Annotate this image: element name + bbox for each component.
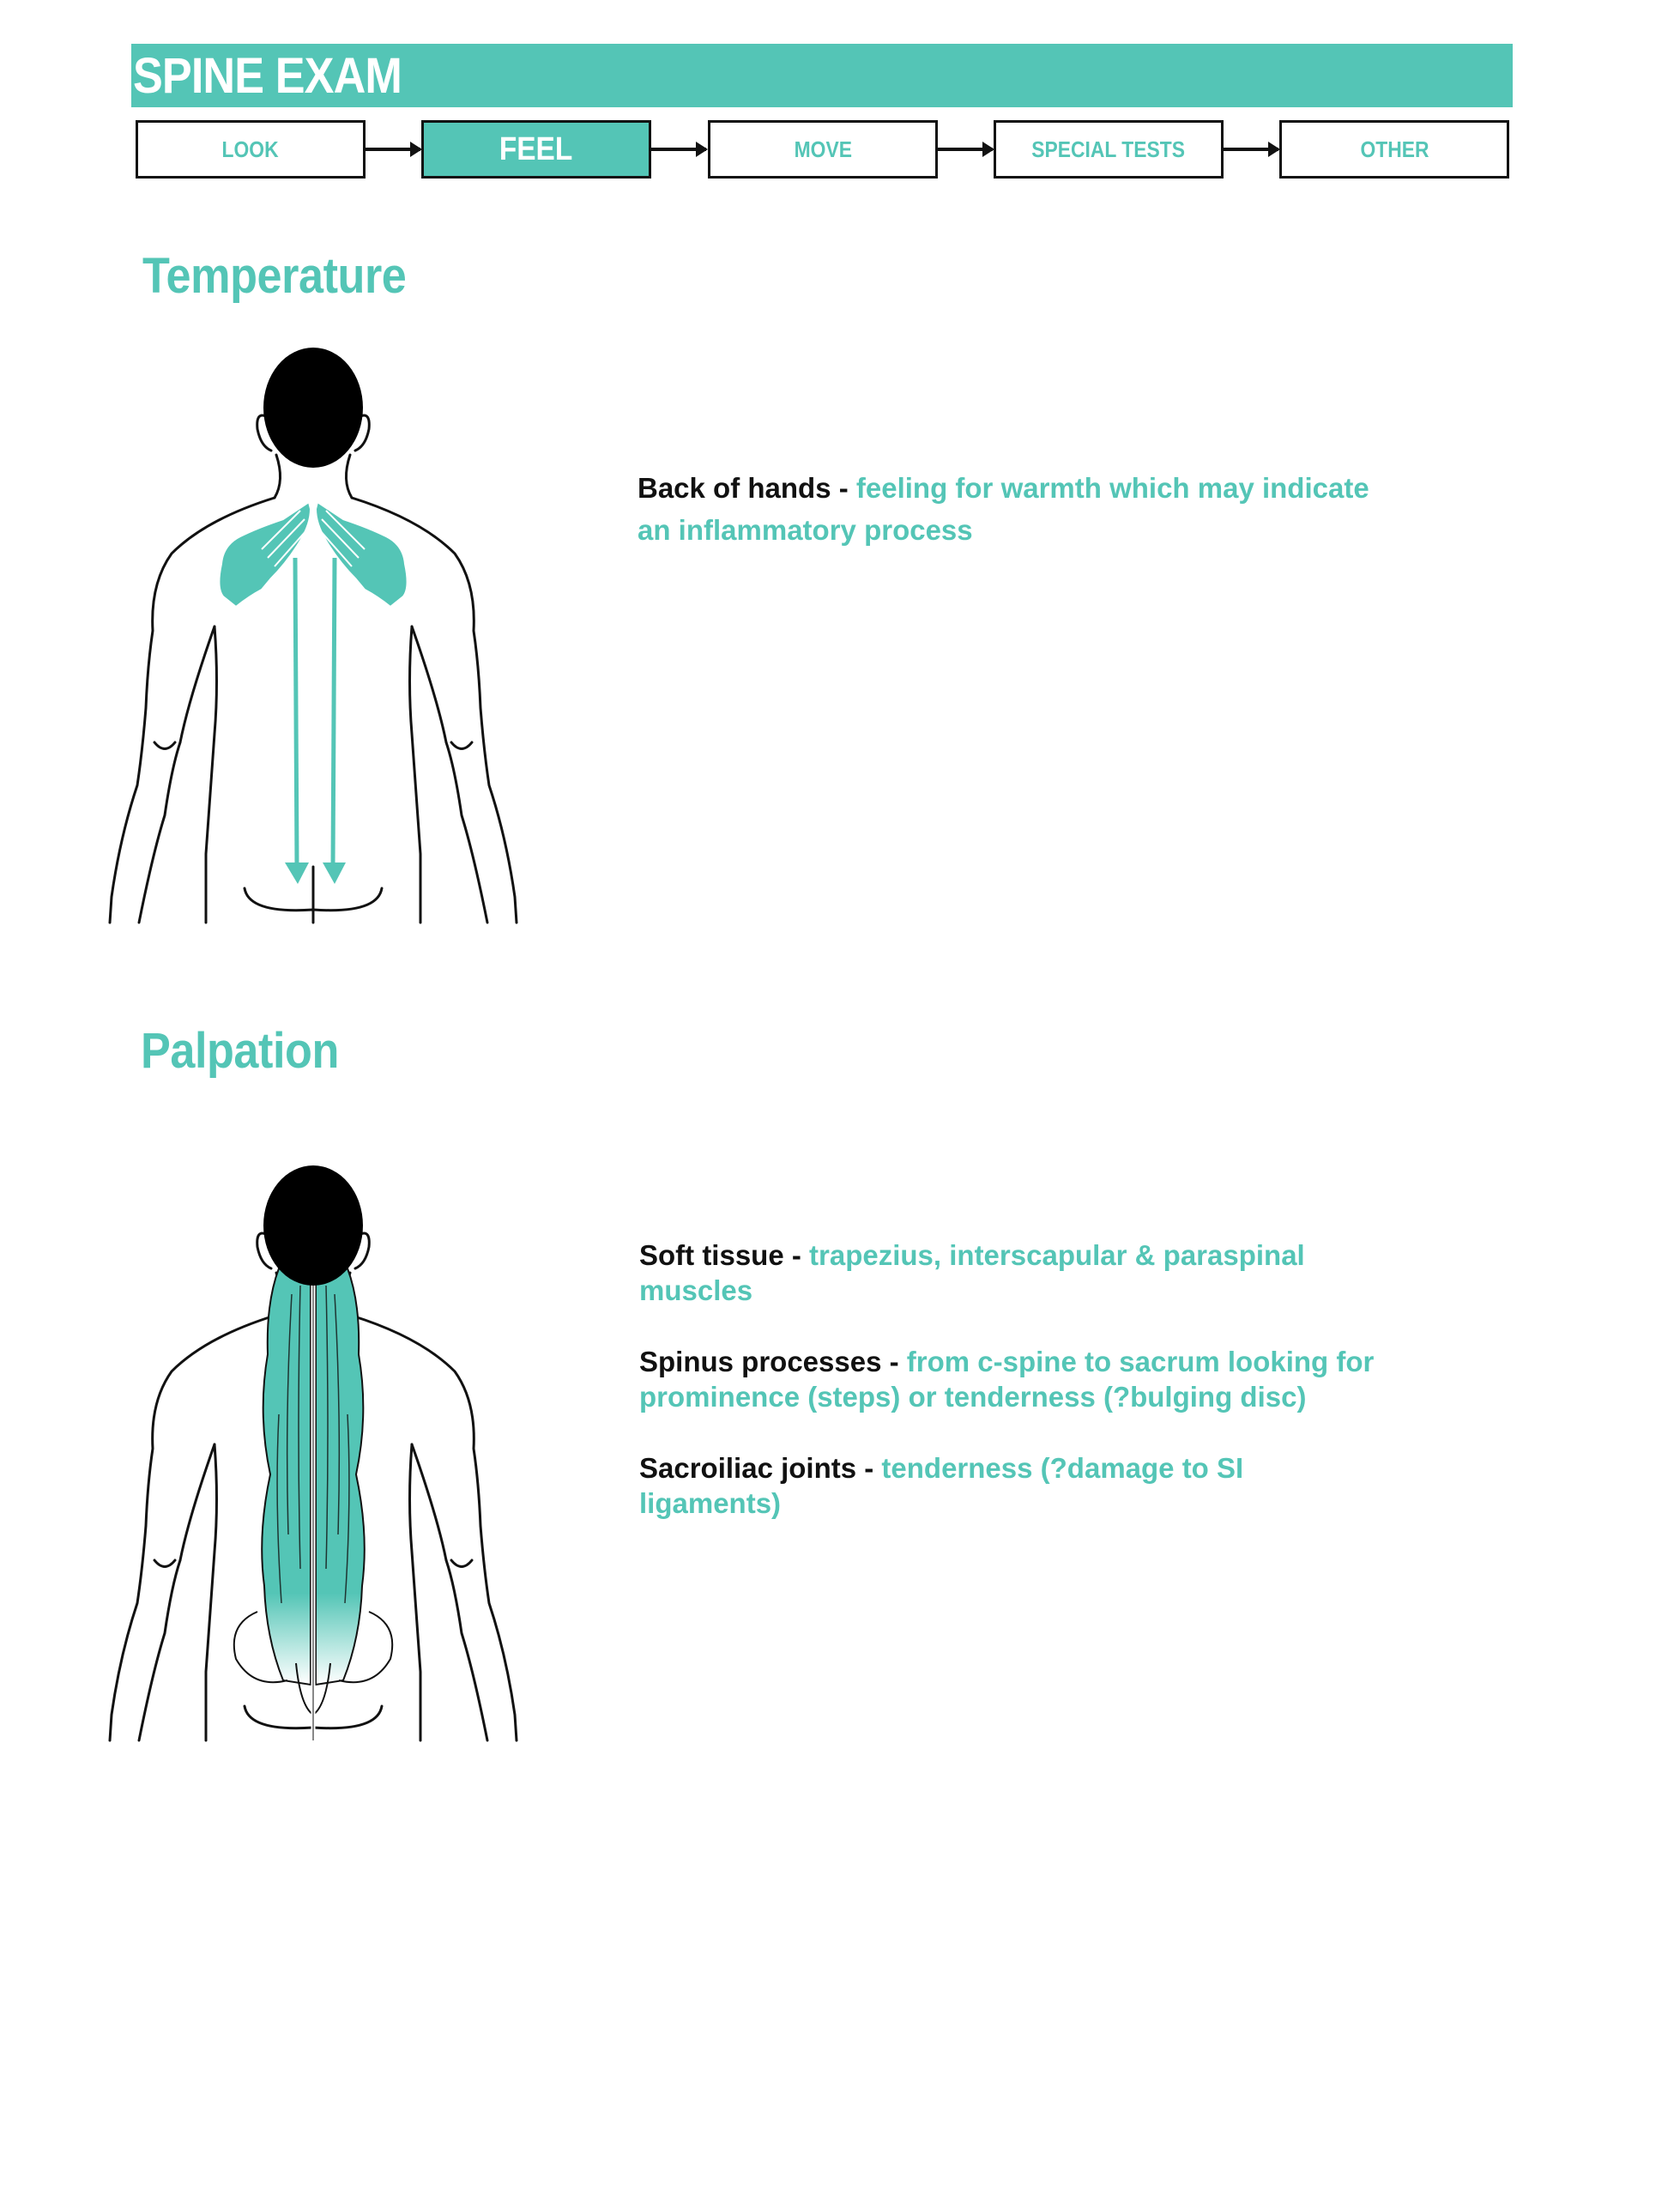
step-move[interactable]: MOVE — [708, 120, 938, 179]
palpation-item-spinus-processes: Spinus processes - from c-spine to sacrum looking for prominence (steps) or tenderness (?bulging disc) — [639, 1346, 1375, 1413]
arrow-right-icon — [1224, 148, 1278, 151]
temperature-heading: Temperature — [142, 248, 407, 304]
page-title: SPINE EXAM — [133, 48, 402, 104]
palpation-heading: Palpation — [141, 1023, 339, 1079]
temperature-item-separator: - — [831, 472, 856, 504]
arrow-right-icon — [651, 148, 706, 151]
palpation-item-soft-tissue: Soft tissue - trapezius, interscapular & paraspinal muscles — [639, 1239, 1305, 1306]
temperature-item-label: Back of hands — [638, 472, 831, 504]
palpation-item-sacroiliac-joints: Sacroiliac joints - tenderness (?damage to SI ligaments) — [639, 1452, 1244, 1519]
step-special-tests[interactable]: SPECIAL TESTS — [994, 120, 1224, 179]
header-bar — [131, 44, 1513, 107]
arrow-right-icon — [366, 148, 420, 151]
step-look[interactable]: LOOK — [136, 120, 366, 179]
palpation-list — [639, 1238, 1386, 1557]
step-feel[interactable]: FEEL — [421, 120, 651, 179]
temperature-item-value: feeling for warmth which may indicate an inflammatory process — [638, 472, 1369, 546]
arrow-right-icon — [938, 148, 993, 151]
step-other[interactable]: OTHER — [1279, 120, 1509, 179]
back-muscles-illustration — [86, 1157, 541, 1745]
back-hands-illustration — [86, 339, 541, 927]
temperature-description — [638, 467, 1410, 551]
